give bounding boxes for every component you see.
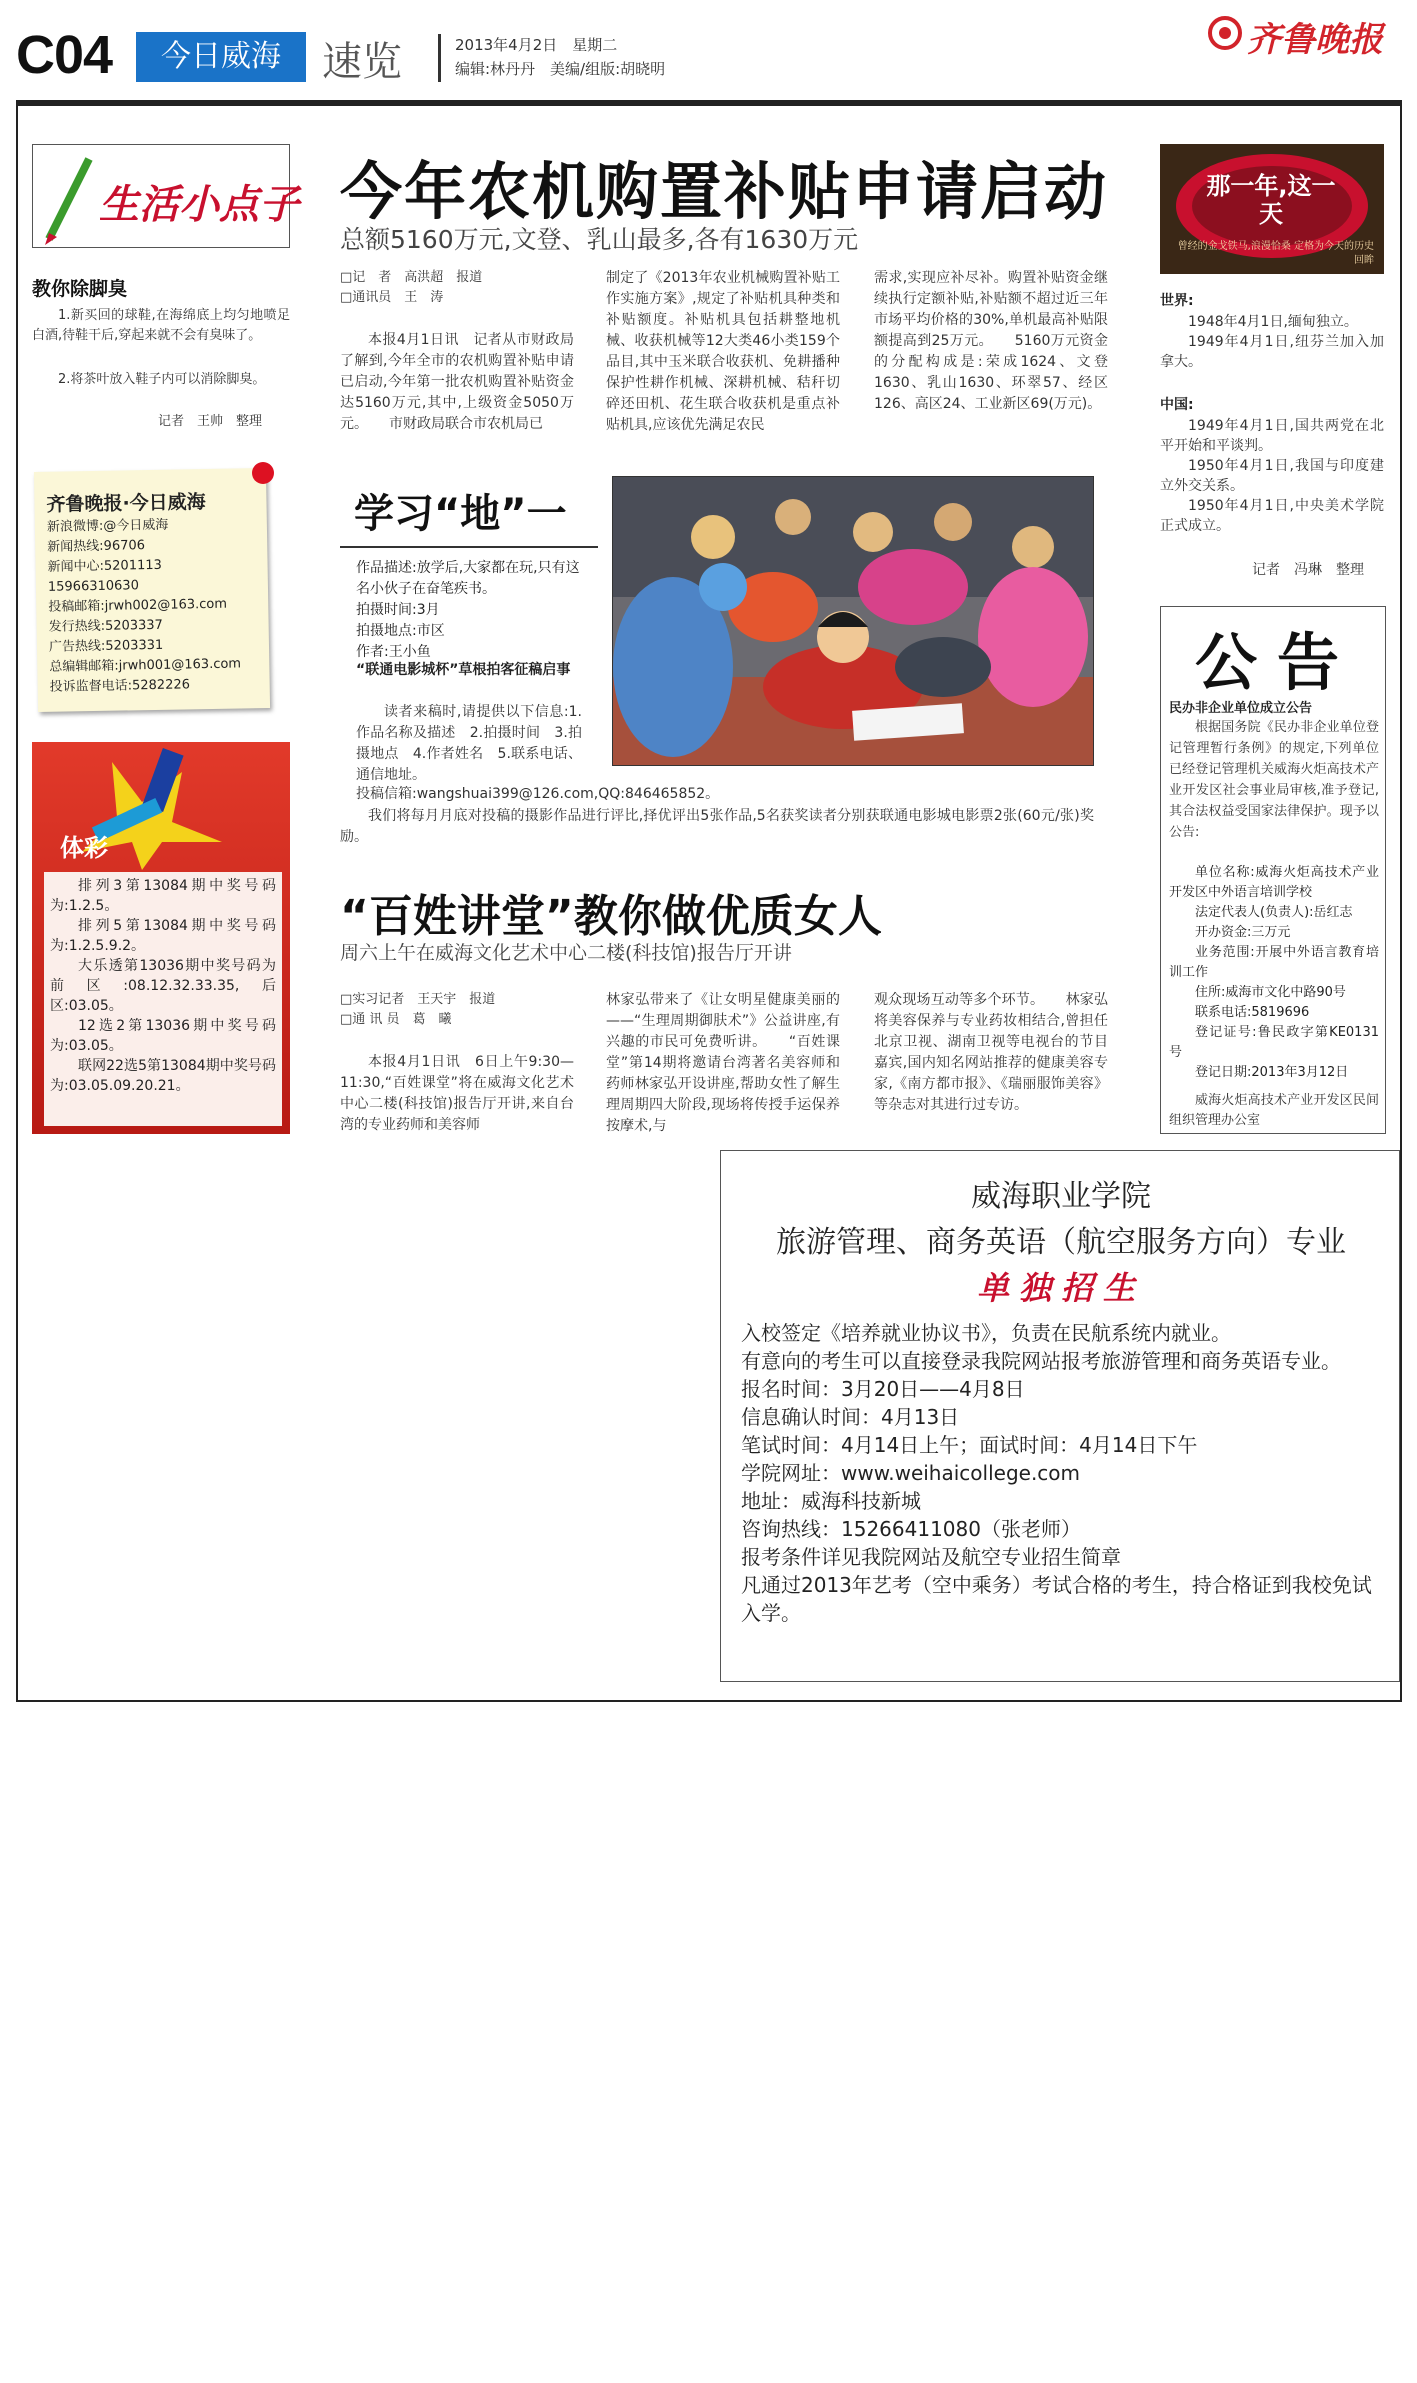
lottery-entry: 排列5第13084期中奖号码为:1.2.5.9.2。 [50,918,276,954]
photo-caption-line: 作品描述:放学后,大家都在玩,只有这名小伙子在奋笔疾书。 [356,560,580,597]
history-banner-title: 那一年,这一天 [1206,172,1336,228]
contact-line: 广告热线:5203331 [48,637,164,655]
notice-field: 登记证号:鲁民政字第KE0131号 [1169,1025,1379,1060]
history-world-item: 1948年4月1日,缅甸独立。 [1188,314,1358,330]
contact-line: 新闻热线:96706 [47,538,146,555]
lottery-entry: 12选2第13036期中奖号码为:03.05。 [50,1018,276,1054]
article2-byline-1: □实习记者 王天宇 报道 [340,992,496,1007]
contact-line: 新闻中心:5201113 [47,557,162,575]
article2-subhead: 周六上午在威海文化艺术中心二楼(科技馆)报告厅开讲 [340,942,792,964]
history-china-item: 1949年4月1日,国共两党在北平开始和平谈判。 [1160,418,1384,454]
notice-title: 公告 [1195,626,1360,699]
article1-column-3: 需求,实现应补尽补。购置补贴资金继续执行定额补贴,补贴额不超过近三年市场平均价格的30%,单机最高补贴限额提高到25万元。 5160万元资金的分配构成是:荣成1624、文登1630、乳山1630、环翠57、经区126、高区24、工业新区69(万元)。 [874,270,1108,412]
pencil-icon [39,149,99,245]
school-name: 威海职业学院 [971,1179,1151,1214]
contact-line: 投诉监督电话:5282226 [49,677,191,695]
notice-field: 联系电话:5819696 [1195,1005,1310,1020]
lottery-entry: 排列3第13084期中奖号码为:1.2.5。 [50,878,276,914]
contact-lines [47,514,264,698]
contact-line: 新浪微博:@今日威海 [46,517,169,535]
photo-image [612,476,1094,766]
contact-line: 投稿邮箱:jrwh002@163.com [48,596,228,615]
school-line: 报名时间：3月20日——4月8日 [741,1377,1025,1401]
notice-field: 业务范围:开展中外语言教育培训工作 [1169,945,1379,980]
page-frame-topbar [16,100,1402,106]
article1-byline-1: □记 者 高洪超 报道 [340,270,483,285]
article2-headline: “百姓讲堂”教你做优质女人 [340,891,882,942]
photo-email: 投稿信箱:wangshuai399@126.com,QQ:846465852。 [356,786,720,802]
school-line: 入校签定《培养就业协议书》，负责在民航系统内就业。 [741,1321,1231,1345]
photo-caption-line: 拍摄地点:市区 [356,623,445,639]
school-line: 信息确认时间：4月13日 [741,1405,960,1429]
history-banner [1160,144,1384,274]
notice-field: 法定代表人(负责人):岳红志 [1195,905,1353,920]
history-china-list [1160,416,1384,536]
school-line: 报考条件详见我院网站及航空专业招生简章 [741,1545,1121,1569]
school-line: 地址：威海科技新城 [741,1489,921,1513]
notice-field: 登记日期:2013年3月12日 [1195,1065,1349,1080]
editors-line: 编辑:林丹丹 美编/组版:胡晓明 [455,60,666,78]
contact-line: 15966310630 [47,578,140,595]
photo-heading: 学习“地”一 [354,491,567,537]
contact-sticky-note [34,468,270,712]
lottery-entries [50,876,276,1096]
notice-subtitle: 民办非企业单位成立公告 [1169,701,1313,716]
lottery-label: 体彩 [60,834,108,862]
article2-column-3: 观众现场互动等多个环节。 林家弘将美容保养与专业药妆相结合,曾担任北京卫视、湖南卫视等电视台的节目嘉宾,国内知名网站推荐的健康美容专家,《南方都市报》、《瑞丽服饰美容》等杂志对其进行过专访。 [874,992,1108,1113]
logo-text: 齐鲁晚报 [1247,20,1383,60]
school-majors: 旅游管理、商务英语（航空服务方向）专业 [776,1225,1346,1260]
notice-box [1160,606,1386,1134]
history-world-list [1160,312,1384,372]
photo-footer: 我们将每月月底对投稿的摄影作品进行评比,择优评出5张作品,5名获奖读者分别获联通电影城电影票2张(60元/张)奖励。 [340,808,1094,845]
school-ad [720,1150,1400,1682]
notice-field: 单位名称:威海火炬高技术产业开发区中外语言培训学校 [1169,865,1379,900]
notice-intro: 根据国务院《民办非企业单位登记管理暂行条例》的规定,下列单位已经登记管理机关威海火炬高技术产业开发区社会事业局审核,准予登记,其合法权益受国家法律保护。现予以公告: [1169,720,1379,840]
article1-column-1: 本报4月1日讯 记者从市财政局了解到,今年全市的农机购置补贴申请已启动,今年第一批农机购置补贴资金达5160万元,其中,上级资金5050万元。 市财政局联合市农机局已 [340,332,574,432]
article2-column-2: 林家弘带来了《让女明星健康美丽的——“生理周期御肤术”》公益讲座,有兴趣的市民可免费听讲。 “百姓课堂”第14期将邀请台湾著名美容师和药师林家弘开设讲座,帮助女性了解生理周期四大阶段,现场将传授手运保养按摩术,与 [606,992,840,1134]
history-world-label: 世界: [1160,293,1194,309]
contact-line: 发行热线:5203337 [48,617,164,635]
contact-title: 齐鲁晚报·今日威海 [46,491,206,516]
photo-caption-line: 拍摄时间:3月 [356,602,440,618]
contact-line: 总编辑邮箱:jrwh001@163.com [49,656,242,675]
school-line: 有意向的考生可以直接登录我院网站报考旅游管理和商务英语专业。 [741,1349,1341,1373]
tips-title: 教你除脚臭 [32,278,128,300]
history-byline: 记者 冯琳 整理 [1252,562,1364,578]
article2-column-1: 本报4月1日讯 6日上午9:30—11:30,“百姓课堂”将在威海文化艺术中心二楼(科技馆)报告厅开讲,来自台湾的专业药师和美容师 [340,1054,574,1133]
notice-field: 住所:威海市文化中路90号 [1195,985,1346,1000]
lottery-entry: 联网22选5第13084期中奖号码为:03.05.09.20.21。 [50,1058,276,1094]
children-studying-photo [613,477,1094,766]
article2-byline-2: □通 讯 员 葛 曦 [340,1012,452,1027]
tips-badge-box [32,144,299,248]
article1-column-2: 制定了《2013年农业机械购置补贴工作实施方案》,规定了补贴机具种类和补贴额度。补贴机具包括耕整地机械、收获机械等12大类46小类159个品目,其中玉米联合收获机、免耕播种保护性耕作机械、深耕机械、秸秆切碎还田机、花生联合收获机是重点补贴机具,应该优先满足农民 [606,270,840,433]
school-line: 咨询热线：15266411080（张老师） [741,1517,1081,1541]
notice-fields [1169,863,1379,1083]
article1-headline: 今年农机购置补贴申请启动 [340,155,1109,228]
section-subtitle: 速览 [322,39,402,85]
history-world-item: 1949年4月1日,纽芬兰加入加拿大。 [1160,334,1384,370]
lottery-entry: 大乐透第13036期中奖号码为前区:08.12.32.33.35,后区:03.05。 [50,958,276,1014]
tips-paragraph-1: 1.新买回的球鞋,在海绵底上均匀地喷足白酒,待鞋干后,穿起来就不会有臭味了。 [32,308,290,343]
photo-heading-rule [340,546,598,548]
history-china-label: 中国: [1160,397,1194,413]
school-line: 学院网址：www.weihaicollege.com [741,1461,1081,1485]
tips-badge-text: 生活小点子 [99,182,299,228]
article1-subhead: 总额5160万元,文登、乳山最多,各有1630万元 [340,225,859,254]
notice-issuer: 威海火炬高技术产业开发区民间组织管理办公室 [1169,1093,1379,1128]
tips-paragraph-2: 2.将茶叶放入鞋子内可以消除脚臭。 [58,372,266,387]
school-stamp: 单独招生 [976,1269,1145,1307]
lottery-box [32,742,290,1134]
article1-byline-2: □通讯员 王 涛 [340,290,444,305]
tips-byline: 记者 王帅 整理 [158,414,263,429]
section-tab: 今日威海 [136,32,306,82]
header-divider [438,34,441,82]
newspaper-logo [1205,10,1405,60]
school-line: 笔试时间：4月14日上午；面试时间：4月14日下午 [741,1433,1198,1457]
pushpin-icon [252,462,274,484]
contest-title: “联通电影城杯”草根拍客征稿启事 [356,662,571,678]
issue-date: 2013年4月2日 星期二 [455,36,618,54]
photo-caption-line: 作者:王小鱼 [356,644,431,660]
contest-body: 读者来稿时,请提供以下信息:1.作品名称及描述 2.拍摄时间 3.拍摄地点 4.作者姓名 5.联系电话、通信地址。 [356,704,582,783]
history-banner-sub: 曾经的金戈铁马,浪漫恰桑 定格为今天的历史回眸 [1177,241,1374,266]
page-code: C04 [16,25,113,85]
school-lines [741,1319,1387,1627]
history-china-item: 1950年4月1日,我国与印度建立外交关系。 [1160,458,1384,494]
school-line: 凡通过2013年艺考（空中乘务）考试合格的考生，持合格证到我校免试入学。 [741,1573,1372,1625]
history-china-item: 1950年4月1日,中央美术学院正式成立。 [1160,498,1384,534]
photo-caption-lines [356,558,582,663]
notice-field: 开办资金:三万元 [1195,925,1291,940]
